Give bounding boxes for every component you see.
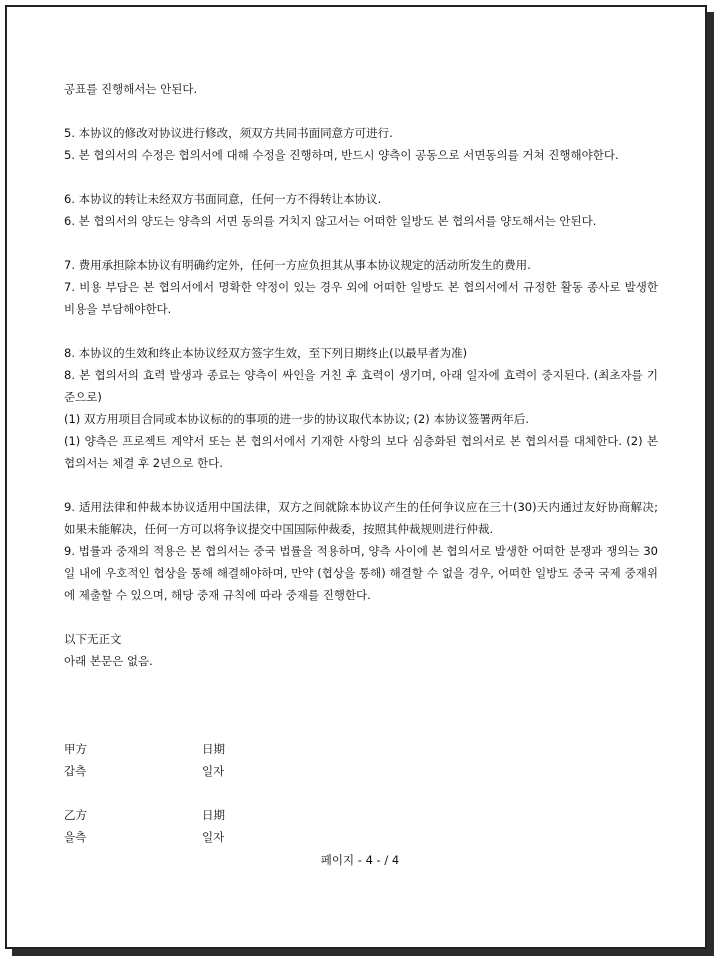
section-6-ko: 6. 본 협의서의 양도는 양측의 서면 동의를 거치지 않고서는 어떠한 일방도 본 협의서를 양도해서는 안된다. (64, 214, 597, 228)
signature-block-b (64, 804, 225, 848)
section-8-ko: 8. 본 협의서의 효력 발생과 종료는 양측이 싸인을 거친 후 효력이 생기며, 아래 일자에 효력이 중지된다. (최초자를 기준으로) (64, 368, 658, 404)
section-8-zh: 8. 本协议的生效和终止本协议经双方签字生效，至下列日期终止(以最早者为准) (64, 346, 468, 360)
section-8-items-zh: (1) 双方用项目合同或本协议标的的事项的进一步的协议取代本协议; (2) 本协议签署两年后. (64, 412, 530, 426)
page-number: 페이지 - 4 - / 4 (320, 853, 400, 867)
section-7-ko: 7. 비용 부담은 본 협의서에서 명확한 약정이 있는 경우 외에 어떠한 일방도 본 협의서에서 규정한 활동 종사로 발생한 비용을 부담해야한다. (64, 280, 658, 316)
section-9-zh: 9. 适用法律和仲裁本协议适用中国法律，双方之间就除本协议产生的任何争议应在三十(30)天内通过友好协商解决;如果未能解决，任何一方可以将争议提交中国国际仲裁委，按照其仲裁规则进行仲裁. (64, 500, 658, 536)
section-9-ko: 9. 법률과 중재의 적용은 본 협의서는 중국 법률을 적용하며, 양측 사이에 본 협의서로 발생한 어떠한 분쟁과 쟁의는 30일 내에 우호적인 협상을 통해 해결해야하며, 만약 (협상을 통해) 해결할 수 없을 경우, 어떠한 일방도 중국 국제 중재위에 제출할 수 있으며, 해당 중재 규칙에 따라 중재를 진행한다. (64, 544, 658, 602)
date-b-zh: 日期 (202, 808, 225, 822)
date-a-ko: 일자 (202, 764, 225, 778)
section-8-items-ko: (1) 양측은 프로젝트 계약서 또는 본 협의서에서 기재한 사항의 보다 심층화된 협의서로 본 협의서를 대체한다. (2) 본 협의서는 체결 후 2년으로 한다. (64, 434, 658, 470)
party-a-zh: 甲方 (64, 742, 87, 756)
end-note-zh: 以下无正文 (64, 632, 122, 646)
document-body (64, 78, 658, 672)
date-b-ko: 일자 (202, 830, 225, 844)
party-b-zh: 乙方 (64, 808, 87, 822)
section-5-ko: 5. 본 협의서의 수정은 협의서에 대해 수정을 진행하며, 반드시 양측이 공동으로 서면동의를 거쳐 진행해야한다. (64, 148, 619, 162)
party-b-ko: 을측 (64, 830, 87, 844)
intro-line: 공표를 진행해서는 안된다. (64, 82, 198, 96)
party-a-ko: 갑측 (64, 764, 87, 778)
signature-block-a (64, 738, 225, 782)
section-5-zh: 5. 本协议的修改对协议进行修改，须双方共同书面同意方可进行. (64, 126, 393, 140)
end-note-ko: 아래 본문은 없음. (64, 654, 153, 668)
section-7-zh: 7. 费用承担除本协议有明确约定外，任何一方应负担其从事本协议规定的活动所发生的费用. (64, 258, 531, 272)
section-6-zh: 6. 本协议的转让未经双方书面同意，任何一方不得转让本协议. (64, 192, 382, 206)
date-a-zh: 日期 (202, 742, 225, 756)
